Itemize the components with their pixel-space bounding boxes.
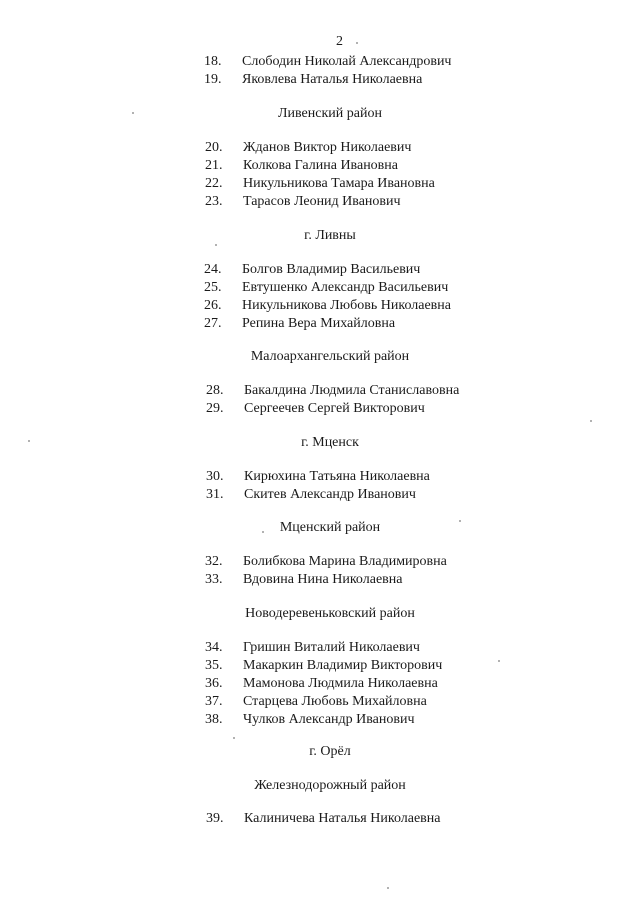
entry-number: 32.	[205, 554, 223, 569]
district-heading: г. Орёл	[309, 744, 351, 759]
entry-full-name: Мамонова Людмила Николаевна	[243, 676, 438, 691]
entry-full-name: Старцева Любовь Михайловна	[243, 694, 427, 709]
district-heading: Ливенский район	[278, 106, 382, 121]
scan-speck	[132, 112, 134, 114]
entry-number: 29.	[206, 401, 224, 416]
entry-full-name: Бакалдина Людмила Станиславовна	[244, 383, 460, 398]
scan-speck	[459, 520, 461, 522]
entry-number: 39.	[206, 811, 224, 826]
scan-speck	[215, 244, 217, 246]
entry-full-name: Колкова Галина Ивановна	[243, 158, 398, 173]
entry-number: 19.	[204, 72, 222, 87]
page-number: 2	[336, 34, 343, 49]
entry-full-name: Кирюхина Татьяна Николаевна	[244, 469, 430, 484]
entry-number: 21.	[205, 158, 223, 173]
entry-number: 20.	[205, 140, 223, 155]
entry-full-name: Яковлева Наталья Николаевна	[242, 72, 423, 87]
entry-number: 22.	[205, 176, 223, 191]
entry-number: 24.	[204, 262, 222, 277]
scan-speck	[262, 531, 264, 533]
entry-full-name: Калиничева Наталья Николаевна	[244, 811, 441, 826]
entry-full-name: Скитев Александр Иванович	[244, 487, 416, 502]
scan-speck	[233, 737, 235, 739]
scan-speck	[387, 887, 389, 889]
scan-speck	[498, 660, 500, 662]
entry-full-name: Чулков Александр Иванович	[243, 712, 415, 727]
entry-number: 36.	[205, 676, 223, 691]
entry-number: 18.	[204, 54, 222, 69]
entry-number: 31.	[206, 487, 224, 502]
entry-full-name: Болибкова Марина Владимировна	[243, 554, 447, 569]
district-heading: г. Ливны	[304, 228, 356, 243]
entry-number: 27.	[204, 316, 222, 331]
entry-number: 26.	[204, 298, 222, 313]
district-heading: г. Мценск	[301, 435, 359, 450]
entry-full-name: Евтушенко Александр Васильевич	[242, 280, 449, 295]
scan-speck	[28, 440, 30, 442]
entry-full-name: Репина Вера Михайловна	[242, 316, 396, 331]
entry-full-name: Тарасов Леонид Иванович	[243, 194, 401, 209]
entry-full-name: Макаркин Владимир Викторович	[243, 658, 443, 673]
district-heading: Малоархангельский район	[250, 349, 410, 364]
entry-number: 30.	[206, 469, 224, 484]
entry-number: 33.	[205, 572, 223, 587]
district-heading: Мценский район	[279, 520, 381, 535]
entry-full-name: Болгов Владимир Васильевич	[242, 262, 421, 277]
entry-number: 25.	[204, 280, 222, 295]
entry-number: 23.	[205, 194, 223, 209]
scan-speck	[590, 420, 592, 422]
entry-number: 28.	[206, 383, 224, 398]
district-heading: Новодеревеньковский район	[245, 606, 415, 621]
entry-full-name: Гришин Виталий Николаевич	[243, 640, 420, 655]
entry-full-name: Жданов Виктор Николаевич	[243, 140, 412, 155]
entry-number: 37.	[205, 694, 223, 709]
scan-speck	[356, 42, 358, 44]
district-heading: Железнодорожный район	[254, 778, 406, 793]
entry-full-name: Никульникова Тамара Ивановна	[243, 176, 435, 191]
entry-full-name: Сергеечев Сергей Викторович	[244, 401, 425, 416]
entry-full-name: Вдовина Нина Николаевна	[243, 572, 403, 587]
entry-full-name: Никульникова Любовь Николаевна	[242, 298, 451, 313]
entry-number: 35.	[205, 658, 223, 673]
entry-full-name: Слободин Николай Александрович	[242, 54, 452, 69]
entry-number: 38.	[205, 712, 223, 727]
entry-number: 34.	[205, 640, 223, 655]
